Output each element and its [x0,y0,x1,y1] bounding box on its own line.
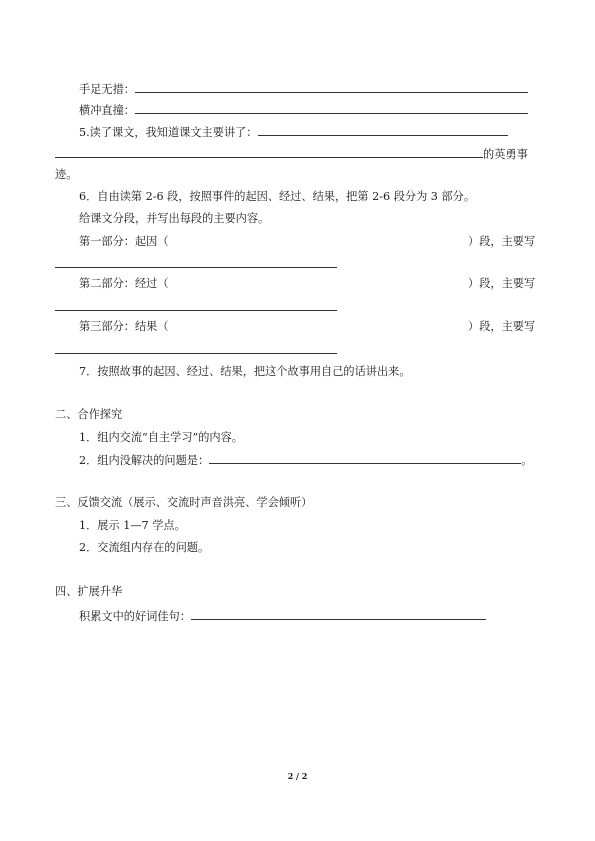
section2-item2 [79,453,532,468]
q6-part3-tail: ）段，主要写 [468,320,536,333]
vocab-blank-2[interactable] [135,103,528,114]
vocab-term-2: 横冲直撞： [79,104,135,117]
q5-blank-1[interactable] [258,125,508,136]
q6-instruction: 6．自由读第 2-6 段，按照事件的起因、经过、结果，把第 2-6 段分为 3 部分。 [79,190,476,203]
q7-instruction: 7．按照故事的起因、经过、结果，把这个故事用自己的话讲出来。 [79,365,411,378]
vocab-term-1: 手足无措： [79,83,135,96]
q5-line [79,125,508,140]
q6-part3-blank[interactable] [55,353,337,354]
q6-part3-label: 第三部分：结果（ [79,320,169,333]
section4-item-prefix: 积累文中的好词佳句： [79,610,191,623]
section3-item1: 1．展示 1—7 学点。 [79,519,186,532]
section2-heading: 二、合作探究 [55,408,123,421]
page-number: 2 / 2 [287,771,308,781]
vocab-blank-1[interactable] [135,82,528,93]
q5-suffix: 的英勇事 [483,148,528,161]
section4-item-blank[interactable] [191,609,486,620]
q6-part1-blank[interactable] [55,267,337,268]
vocab-line-1 [79,82,528,97]
q6-part1-tail: ）段，主要写 [468,235,536,248]
q6-part2-label: 第二部分：经过（ [79,277,169,290]
q6-part2-tail: ）段，主要写 [468,277,536,290]
section4-item [79,609,486,624]
q5-prefix: 5.读了课文，我知道课文主要讲了： [79,126,258,139]
section3-item2: 2．交流组内存在的问题。 [79,541,210,554]
q5-blank-2[interactable] [55,147,483,158]
section4-heading: 四、扩展升华 [55,585,123,598]
q5-wrap: 迹。 [55,168,78,181]
q6-part1-label: 第一部分：起因（ [79,235,169,248]
q6-part2-blank[interactable] [55,310,337,311]
q6-subinstruction: 给课文分段，并写出每段的主要内容。 [79,212,270,225]
section2-item2-blank[interactable] [209,453,521,464]
section2-item2-prefix: 2．组内没解决的问题是： [79,454,210,467]
section3-heading: 三、反馈交流（展示、交流时声音洪亮、学会倾听） [55,496,313,509]
section2-item1: 1．组内交流“自主学习”的内容。 [79,431,243,444]
q5-line-2 [55,147,528,162]
section2-item2-suffix: 。 [521,454,533,467]
vocab-line-2 [79,103,528,118]
